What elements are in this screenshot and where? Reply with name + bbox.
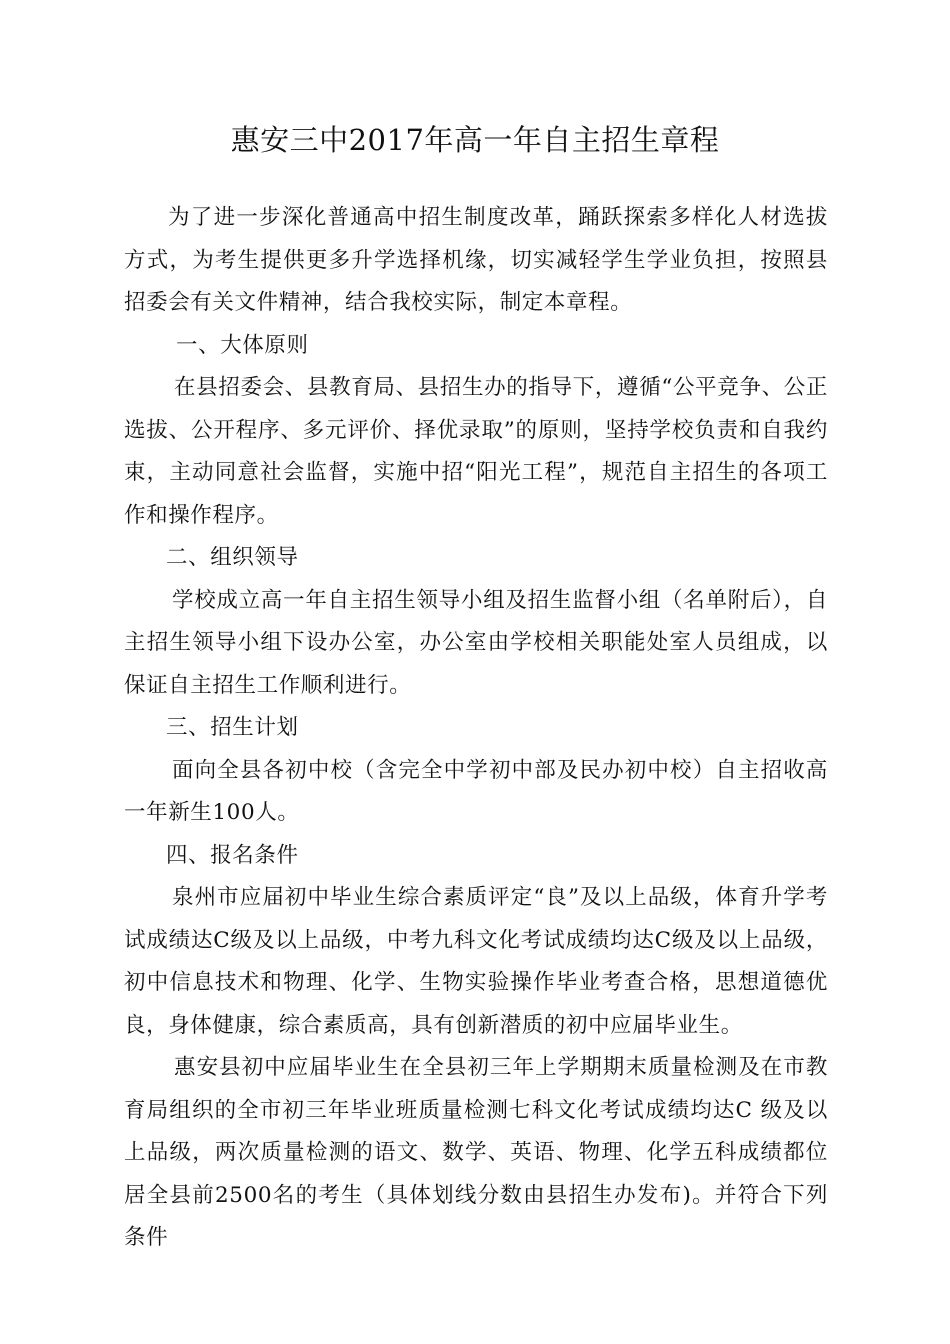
- intro-paragraph: 为了进一步深化普通高中招生制度改革，踊跃探索多样化人材选拔方式，为考生提供更多升学选择机缘，切实减轻学生学业负担，按照县招委会有关文件精神，结合我校实际，制定本章程。: [124, 205, 828, 315]
- requirements-paragraph-1: 泉州市应届初中毕业生综合素质评定“良”及以上品级，体育升学考试成绩达C级及以上品级，中考九科文化考试成绩均达C级及以上品级，初中信息技术和物理、化学、生物实验操作毕业考查合格，思想道德优良，身体健康，综合素质高，具有创新潜质的初中应届毕业生。: [124, 885, 828, 1038]
- document-body: [124, 197, 828, 1260]
- principles-paragraph: 在县招委会、县教育局、县招生办的指导下，遵循“公平竞争、公正选拔、公开程序、多元评价、择优录取”的原则，坚持学校负责和自我约束，主动同意社会监督，实施中招“阳光工程”，规范自主招生的各项工作和操作程序。: [124, 375, 828, 528]
- section-heading-plan: 三、招生计划: [166, 715, 299, 740]
- section-heading-leadership: 二、组织领导: [166, 545, 299, 570]
- requirements-paragraph-2: 惠安县初中应届毕业生在全县初三年上学期期末质量检测及在市教育局组织的全市初三年毕业班质量检测七科文化考试成绩均达C 级及以上品级，两次质量检测的语文、数学、英语、物理、化学五科成绩都位居全县前2500名的考生（具体划线分数由县招生办发布)。并符合下列条件: [124, 1055, 828, 1250]
- plan-paragraph: 面向全县各初中校（含完全中学初中部及民办初中校）自主招收高一年新生100人。: [124, 757, 828, 825]
- leadership-paragraph: 学校成立高一年自主招生领导小组及招生监督小组（名单附后），自主招生领导小组下设办公室，办公室由学校相关职能处室人员组成，以保证自主招生工作顺利进行。: [124, 587, 828, 698]
- section-heading-principles: 一、大体原则: [176, 332, 309, 358]
- section-heading-requirements: 四、报名条件: [166, 842, 299, 868]
- document-title: 惠安三中2017年高一年自主招生章程: [230, 123, 720, 157]
